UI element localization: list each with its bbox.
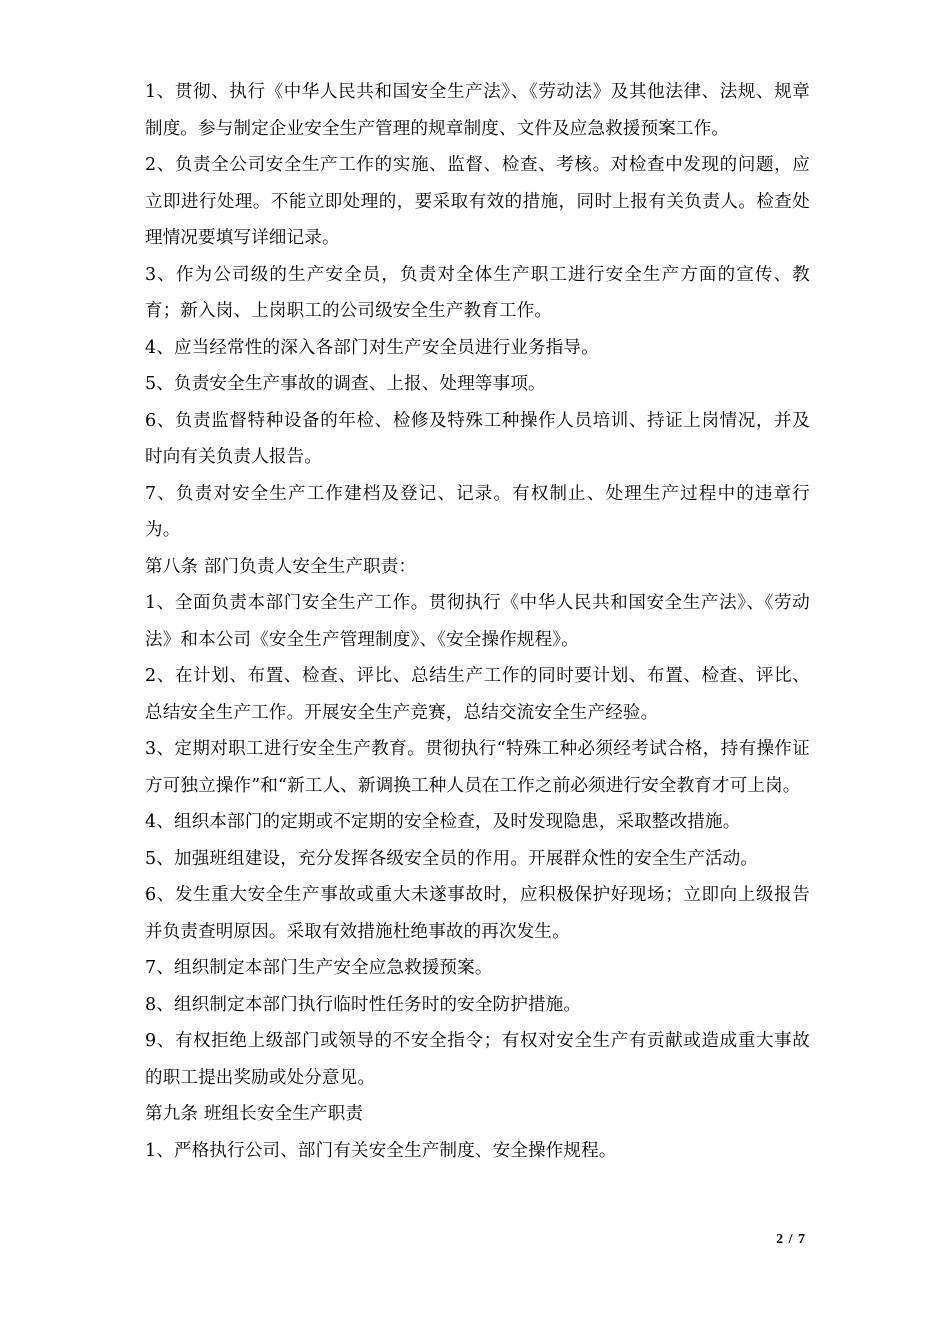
document-body: [145, 74, 810, 1169]
paragraph: 9、有权拒绝上级部门或领导的不安全指令；有权对安全生产有贡献或造成重大事故的职工提出奖励或处分意见。: [145, 1031, 810, 1088]
paragraph: 1、贯彻、执行《中华人民共和国安全生产法》、《劳动法》及其他法律、法规、规章制度。参与制定企业安全生产管理的规章制度、文件及应急救援预案工作。: [145, 82, 810, 139]
page-number: 2 / 7: [776, 1232, 806, 1247]
paragraph: 5、负责安全生产事故的调查、上报、处理等事项。: [145, 374, 546, 394]
article-heading: 第九条 班组长安全生产职责: [145, 1104, 364, 1124]
paragraph: 6、负责监督特种设备的年检、检修及特殊工种操作人员培训、持证上岗情况，并及时向有关负责人报告。: [145, 410, 810, 467]
paragraph: 1、全面负责本部门安全生产工作。贯彻执行《中华人民共和国安全生产法》、《劳动法》和本公司《安全生产管理制度》、《安全操作规程》。: [145, 593, 810, 650]
paragraph: 2、在计划、布置、检查、评比、总结生产工作的同时要计划、布置、检查、评比、总结安全生产工作。开展安全生产竞赛，总结交流安全生产经验。: [145, 666, 810, 723]
paragraph: 4、应当经常性的深入各部门对生产安全员进行业务指导。: [145, 337, 599, 358]
paragraph: 3、定期对职工进行安全生产教育。贯彻执行“特殊工种必须经考试合格，持有操作证方可独立操作”和“新工人、新调换工种人员在工作之前必须进行安全教育才可上岗。: [145, 739, 810, 796]
paragraph: 7、组织制定本部门生产安全应急救援预案。: [145, 958, 493, 978]
paragraph: 3、作为公司级的生产安全员，负责对全体生产职工进行安全生产方面的宣传、教育；新入岗、上岗职工的公司级安全生产教育工作。: [145, 264, 810, 321]
paragraph: 4、组织本部门的定期或不定期的安全检查，及时发现隐患，采取整改措施。: [145, 812, 741, 832]
paragraph: 2、负责全公司安全生产工作的实施、监督、检查、考核。对检查中发现的问题，应立即进行处理。不能立即处理的，要采取有效的措施，同时上报有关负责人。检查处理情况要填写详细记录。: [145, 155, 810, 248]
paragraph: 5、加强班组建设，充分发挥各级安全员的作用。开展群众性的安全生产活动。: [145, 848, 759, 869]
paragraph: 1、严格执行公司、部门有关安全生产制度、安全操作规程。: [145, 1140, 617, 1161]
paragraph: 6、发生重大安全生产事故或重大未遂事故时，应积极保护好现场；立即向上级报告并负责查明原因。采取有效措施杜绝事故的再次发生。: [145, 885, 810, 942]
article-heading: 第八条 部门负责人安全生产职责：: [145, 556, 417, 577]
paragraph: 8、组织制定本部门执行临时性任务时的安全防护措施。: [145, 994, 582, 1015]
paragraph: 7、负责对安全生产工作建档及登记、记录。有权制止、处理生产过程中的违章行为。: [145, 483, 810, 540]
